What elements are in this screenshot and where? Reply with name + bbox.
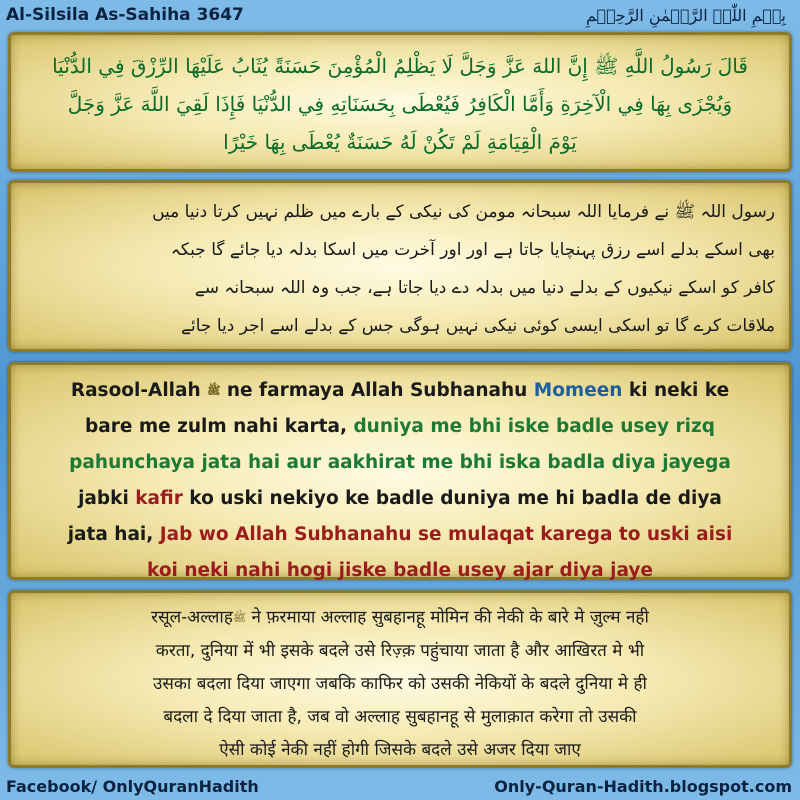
roman-urdu-panel xyxy=(8,362,792,580)
urdu-panel xyxy=(8,180,792,352)
roman-highlight-red: koi neki nahi hogi jiske badle usey ajar diya jaye xyxy=(147,560,653,581)
urdu-line: رسول اللہ ﷺ نے فرمایا اللہ سبحانہ مومن کی نیکی کے بارے میں ظلم نہیں کرتا دنیا میں xyxy=(152,202,775,222)
salawat-seal-icon: ﷺ xyxy=(207,384,221,397)
roman-urdu-text xyxy=(11,365,789,589)
hindi-line: बदला दे दिया जाता है, जब वो अल्लाह सुबहानहू से मुलाक़ात करेगा तो उसकी xyxy=(163,706,637,727)
urdu-line: کافر کو اسکے نیکیوں کے بدلے دنیا میں بدلہ دے دیا جاتا ہے، جب وہ اللہ سبحانہ سے xyxy=(194,278,775,298)
roman-line xyxy=(21,553,779,589)
blog-url-label: Only-Quran-Hadith.blogspot.com xyxy=(494,776,792,796)
hindi-line: ऐसी कोई नेकी नहीं होगी जिसके बदले उसे अजर दिया जाए xyxy=(219,739,581,760)
roman-line xyxy=(21,373,779,409)
footer-bar xyxy=(0,772,800,800)
roman-line xyxy=(21,409,779,445)
arabic-panel xyxy=(8,32,792,172)
roman-segment: ko uski nekiyo ke badle duniya me hi badla de diya xyxy=(182,488,722,509)
urdu-text xyxy=(11,183,789,345)
arabic-text xyxy=(11,35,789,161)
arabic-line: يَوْمَ الْقِيَامَةِ لَمْ تَكُنْ لَهُ حَسَنَةٌ يُعْطَى بِهَا خَيْرًا xyxy=(223,130,577,154)
arabic-line: قَالَ رَسُولُ اللَّهِ ﷺ إِنَّ اللهَ عَزَّ وَجَلَّ لَا يَظْلِمُ الْمُؤْمِنَ حَسَنَةً يُثَابُ عَلَيْهَا الرِّزْقَ فِي الدُّنْيَا xyxy=(52,54,748,78)
roman-highlight-red: Jab wo Allah Subhanahu se mulaqat karega to uski aisi xyxy=(159,524,733,545)
roman-line xyxy=(21,445,779,481)
roman-highlight-green: duniya me bhi iske badle usey rizq xyxy=(353,416,715,437)
urdu-line: بھی اسکے بدلے اسے رزق پہنچایا جاتا ہے اور اور آخرت میں اسکا بدلہ دیا جائے گا جبکہ xyxy=(170,240,775,260)
bismillah-calligraphy: بِسۡمِ اللّٰہِ الرَّحۡمٰنِ الرَّحِیۡمِ xyxy=(585,5,786,25)
roman-segment: ne farmaya Allah Subhanahu xyxy=(226,380,534,401)
roman-line xyxy=(21,517,779,553)
roman-segment: jata hai, xyxy=(67,524,160,545)
roman-highlight-kafir: kafir xyxy=(135,488,183,509)
hindi-text xyxy=(11,593,789,767)
roman-highlight-momeen: Momeen xyxy=(533,380,623,401)
urdu-line: ملاقات کرے گا تو اسکی ایسی کوئی نیکی نہیں ہوگی جس کے بدلے اسے اجر دیا جائے xyxy=(181,316,775,336)
facebook-page-label: Facebook/ OnlyQuranHadith xyxy=(6,776,259,796)
hadith-reference: Al-Silsila As-Sahiha 3647 xyxy=(6,5,244,25)
hindi-line: करता, दुनिया में भी इसके बदले उसे रिज़्क़ पहुंचाया जाता है और आखिरत मे भी xyxy=(155,640,645,661)
hindi-segment: रसूल-अल्लाह xyxy=(151,607,233,628)
roman-segment: bare me zulm nahi karta, xyxy=(85,416,354,437)
arabic-line: وَيُجْزَى بِهَا فِي الْآخِرَةِ وَأَمَّا الْكَافِرُ فَيُعْطَى بِحَسَنَاتِهِ فِي الدُّنْيَا فَإِذَا لَقِيَ اللَّهَ عَزَّ وَجَلَّ xyxy=(67,92,733,116)
roman-segment: ki neki ke xyxy=(622,380,730,401)
roman-highlight-green: pahunchaya jata hai aur aakhirat me bhi iska badla diya jayega xyxy=(69,452,731,473)
hindi-line: उसका बदला दिया जाएगा जबकि काफिर को उसकी नेकियों के बदले दुनिया मे ही xyxy=(153,673,647,694)
roman-segment: Rasool-Allah xyxy=(70,380,201,401)
roman-segment: jabki xyxy=(78,488,136,509)
hindi-segment: ने फ़रमाया अल्लाह सुबहानहू मोमिन की नेकी के बारे मे ज़ुल्म नही xyxy=(246,607,649,628)
hindi-line xyxy=(21,601,779,635)
salawat-seal-icon: ﷺ xyxy=(232,611,247,624)
header-bar xyxy=(0,0,800,30)
roman-line xyxy=(21,481,779,517)
hindi-panel xyxy=(8,590,792,768)
